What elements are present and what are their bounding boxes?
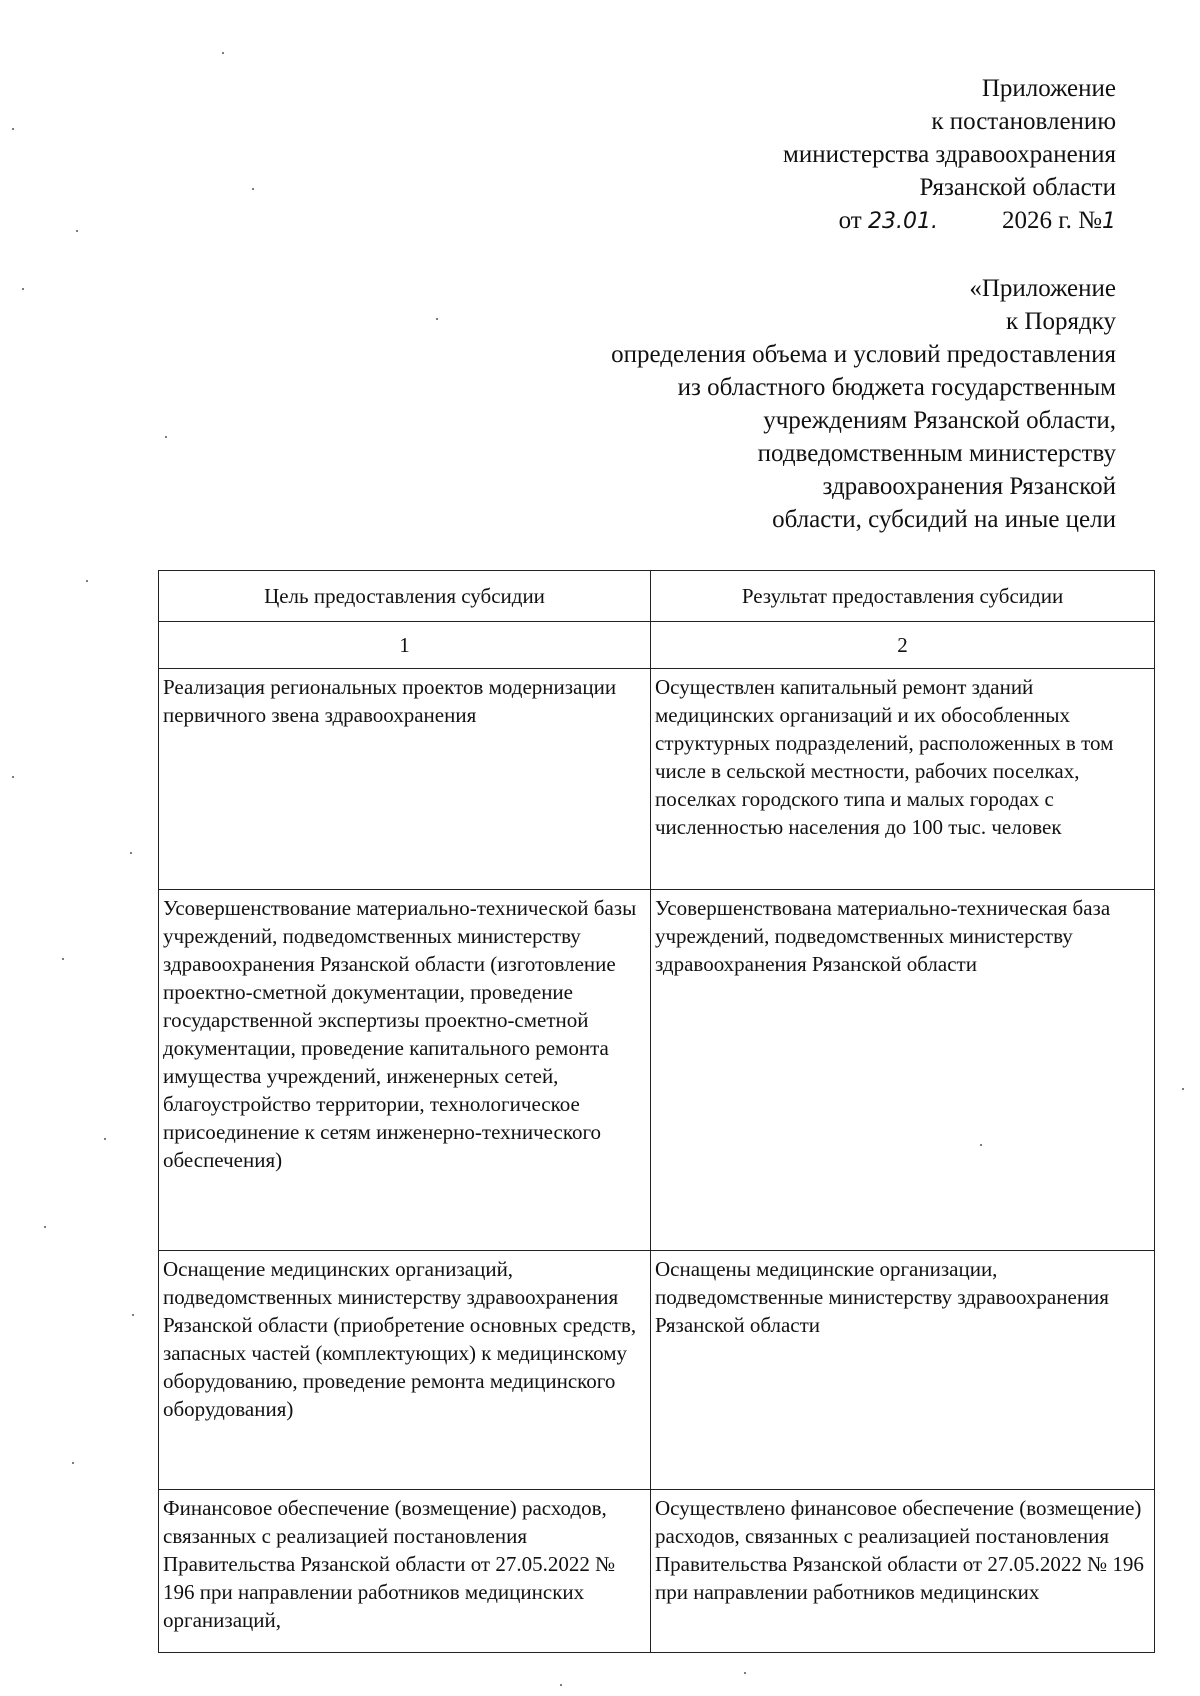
scan-speck xyxy=(104,1138,106,1140)
header-line: к Порядку xyxy=(1006,308,1116,335)
scan-speck xyxy=(72,1462,74,1464)
date-prefix: от xyxy=(838,207,862,234)
header-line: области, субсидий на иные цели xyxy=(772,506,1116,533)
date-line xyxy=(839,204,1116,238)
scan-speck xyxy=(22,288,24,290)
header-line: подведомственным министерству xyxy=(757,440,1116,467)
header-line: «Приложение xyxy=(969,275,1116,302)
goal-cell: Оснащение медицинских организаций, подведомственных министерству здравоохранения Рязанской области (приобретение основных средств, запасных частей (комплектующих) к медицинскому оборудованию, проведение ремонта медицинского оборудования) xyxy=(159,1251,651,1490)
result-cell: Осуществлено финансовое обеспечение (возмещение) расходов, связанных с реализацией постановления Правительства Рязанской области от 27.05.2022 № 196 при направлении работников медицинских xyxy=(651,1490,1155,1653)
header-line: определения объема и условий предоставления xyxy=(611,341,1116,368)
result-cell: Оснащены медицинские организации, подведомственные министерству здравоохранения Рязанской области xyxy=(651,1251,1155,1490)
scan-speck xyxy=(165,436,167,438)
subsidy-table xyxy=(158,570,1155,1653)
column-number: 1 xyxy=(159,622,651,669)
goal-cell: Реализация региональных проектов модернизации первичного звена здравоохранения xyxy=(159,669,651,890)
table-row xyxy=(159,669,1155,890)
header-line: здравоохранения Рязанской xyxy=(822,473,1116,500)
header-line: к постановлению xyxy=(931,108,1116,135)
column-header-result: Результат предоставления субсидии xyxy=(651,571,1155,622)
table-row xyxy=(159,1490,1155,1653)
scan-speck xyxy=(1182,1088,1184,1090)
header-line: Приложение xyxy=(981,75,1116,102)
date-year: 2026 г. № xyxy=(1001,207,1102,234)
procedure-appendix-header xyxy=(611,272,1116,536)
goal-cell: Финансовое обеспечение (возмещение) расходов, связанных с реализацией постановления Правительства Рязанской области от 27.05.2022 № 196 при направлении работников медицинских организаций, xyxy=(159,1490,651,1653)
scan-speck xyxy=(252,188,254,190)
result-cell: Осуществлен капитальный ремонт зданий медицинских организаций и их обособленных структурных подразделений, расположенных в том числе в сельской местности, рабочих поселках, поселках городского типа и малых городах с численностью населения до 100 тыс. человек xyxy=(651,669,1155,890)
handwritten-number: 1 xyxy=(1102,209,1116,234)
header-line: из областного бюджета государственным xyxy=(677,374,1116,401)
table-row xyxy=(159,1251,1155,1490)
scan-speck xyxy=(980,1144,982,1146)
scan-speck xyxy=(130,852,132,854)
result-cell: Усовершенствована материально-техническая база учреждений, подведомственных министерству здравоохранения Рязанской области xyxy=(651,890,1155,1251)
header-line: учреждениям Рязанской области, xyxy=(763,407,1116,434)
header-line: Рязанской области xyxy=(919,174,1116,201)
scan-speck xyxy=(12,776,14,778)
header-line: министерства здравоохранения xyxy=(783,141,1116,168)
table-header-row xyxy=(159,571,1155,622)
scan-speck xyxy=(132,1314,134,1316)
scan-speck xyxy=(44,1226,46,1228)
scan-speck xyxy=(436,318,438,320)
resolution-appendix-header xyxy=(783,72,1116,238)
table-row xyxy=(159,890,1155,1251)
column-number-row xyxy=(159,622,1155,669)
scan-speck xyxy=(560,1684,562,1686)
scan-speck xyxy=(86,580,88,582)
goal-cell: Усовершенствование материально-технической базы учреждений, подведомственных министерству здравоохранения Рязанской области (изготовление проектно-сметной документации, проведение государственной экспертизы проектно-сметной документации, проведение капитального ремонта имущества учреждений, инженерных сетей, благоустройство территории, технологическое присоединение к сетям инженерно-технического обеспечения) xyxy=(159,890,651,1251)
column-header-goal: Цель предоставления субсидии xyxy=(159,571,651,622)
handwritten-date: 23.01. xyxy=(867,209,938,234)
scan-speck xyxy=(76,230,78,232)
scan-speck xyxy=(12,128,14,130)
scan-speck xyxy=(62,958,64,960)
scan-speck xyxy=(744,1672,746,1674)
scan-speck xyxy=(222,52,224,54)
column-number: 2 xyxy=(651,622,1155,669)
